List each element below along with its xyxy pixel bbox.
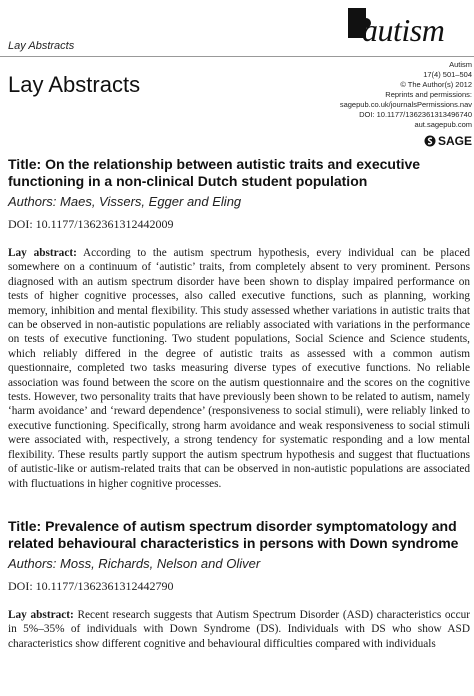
page-title: Lay Abstracts bbox=[8, 72, 141, 97]
masthead-journal: Autism bbox=[449, 60, 472, 69]
masthead-reprints: Reprints and permissions: bbox=[385, 90, 472, 99]
article-title: Title: On the relationship between autistic traits and executive functioning in a non-clinical Dutch student population bbox=[8, 156, 421, 189]
masthead-permissions-link[interactable]: sagepub.co.uk/journalsPermissions.nav bbox=[339, 100, 472, 109]
journal-wordmark: autism bbox=[362, 12, 445, 48]
sage-icon bbox=[424, 135, 436, 147]
running-header-label: Lay Abstracts bbox=[8, 40, 75, 52]
lay-abstract-text: Recent research suggests that Autism Spectrum Disorder (ASD) characteristics occur in 5%–35% of individuals with Down Syndrome (DS). Individuals with DS who show ASD characteristics show different cognitive and behavioural difficulties compared with individuals bbox=[8, 609, 470, 650]
masthead-copyright: © The Author(s) 2012 bbox=[400, 80, 472, 89]
article-authors: Authors: Maes, Vissers, Egger and Eling bbox=[8, 194, 242, 209]
publisher-logo bbox=[424, 134, 472, 148]
journal-logo bbox=[344, 2, 474, 54]
lay-abstract bbox=[8, 608, 470, 651]
article-title: Title: Prevalence of autism spectrum disorder symptomatology and related behavioural characteristics in persons with Down syndrome bbox=[8, 518, 459, 551]
article-doi: DOI: 10.1177/1362361312442790 bbox=[8, 579, 174, 593]
masthead-volume: 17(4) 501–504 bbox=[423, 70, 472, 79]
masthead-site-link[interactable]: aut.sagepub.com bbox=[414, 120, 472, 129]
article-1 bbox=[8, 156, 470, 491]
lay-abstract-text: According to the autism spectrum hypothesis, every individual can be placed somewhere on a continuum of ‘autistic’ traits, from completely absent to very prominent. Persons diagnosed with an autism spectrum disorder have been shown to display impaired performance on tests of higher cognitive processes, also called executive functions, such as planning, working memory, inhibition and mental flexibility. This study assessed whether variations in autistic traits that can be observed in non-autistic populations are reliably associated with variations in the performance on tests of executive functioning. Two student populations, Social Science and Science students, which reliably differed in the degree of autistic traits as assessed with a common autism questionnaire, completed two tasks measuring diverse types of executive functions. No reliable association was found between the score on the autism questionnaire and the scores on the cognitive tests. However, two personality traits that have previously been shown to be related to autism, namely ‘harm avoidance’ and ‘reward dependence’ (responsiveness to social stimuli), were reliably linked to executive functioning. Specifically, strong harm avoidance and weak responsiveness to social stimuli were associated with, respectively, a strong tendency for systematic responding and a low mental flexibility. These results partly support the autism spectrum hypothesis and suggest that fluctuations of autistic-like or autism-related traits that can be observed in non-autistic populations are associated with fluctuations in higher cognitive processes. bbox=[8, 247, 470, 490]
header-rule bbox=[0, 56, 474, 57]
masthead-doi: DOI: 10.1177/1362361313496740 bbox=[359, 110, 472, 119]
publisher-name: SAGE bbox=[437, 134, 472, 148]
journal-masthead bbox=[292, 60, 472, 130]
article-2 bbox=[8, 518, 470, 651]
lay-abstract-label: Lay abstract: bbox=[8, 247, 77, 259]
article-authors: Authors: Moss, Richards, Nelson and Oliver bbox=[8, 556, 261, 571]
lay-abstract-label: Lay abstract: bbox=[8, 609, 74, 621]
article-doi: DOI: 10.1177/1362361312442009 bbox=[8, 217, 174, 231]
lay-abstract bbox=[8, 246, 470, 491]
